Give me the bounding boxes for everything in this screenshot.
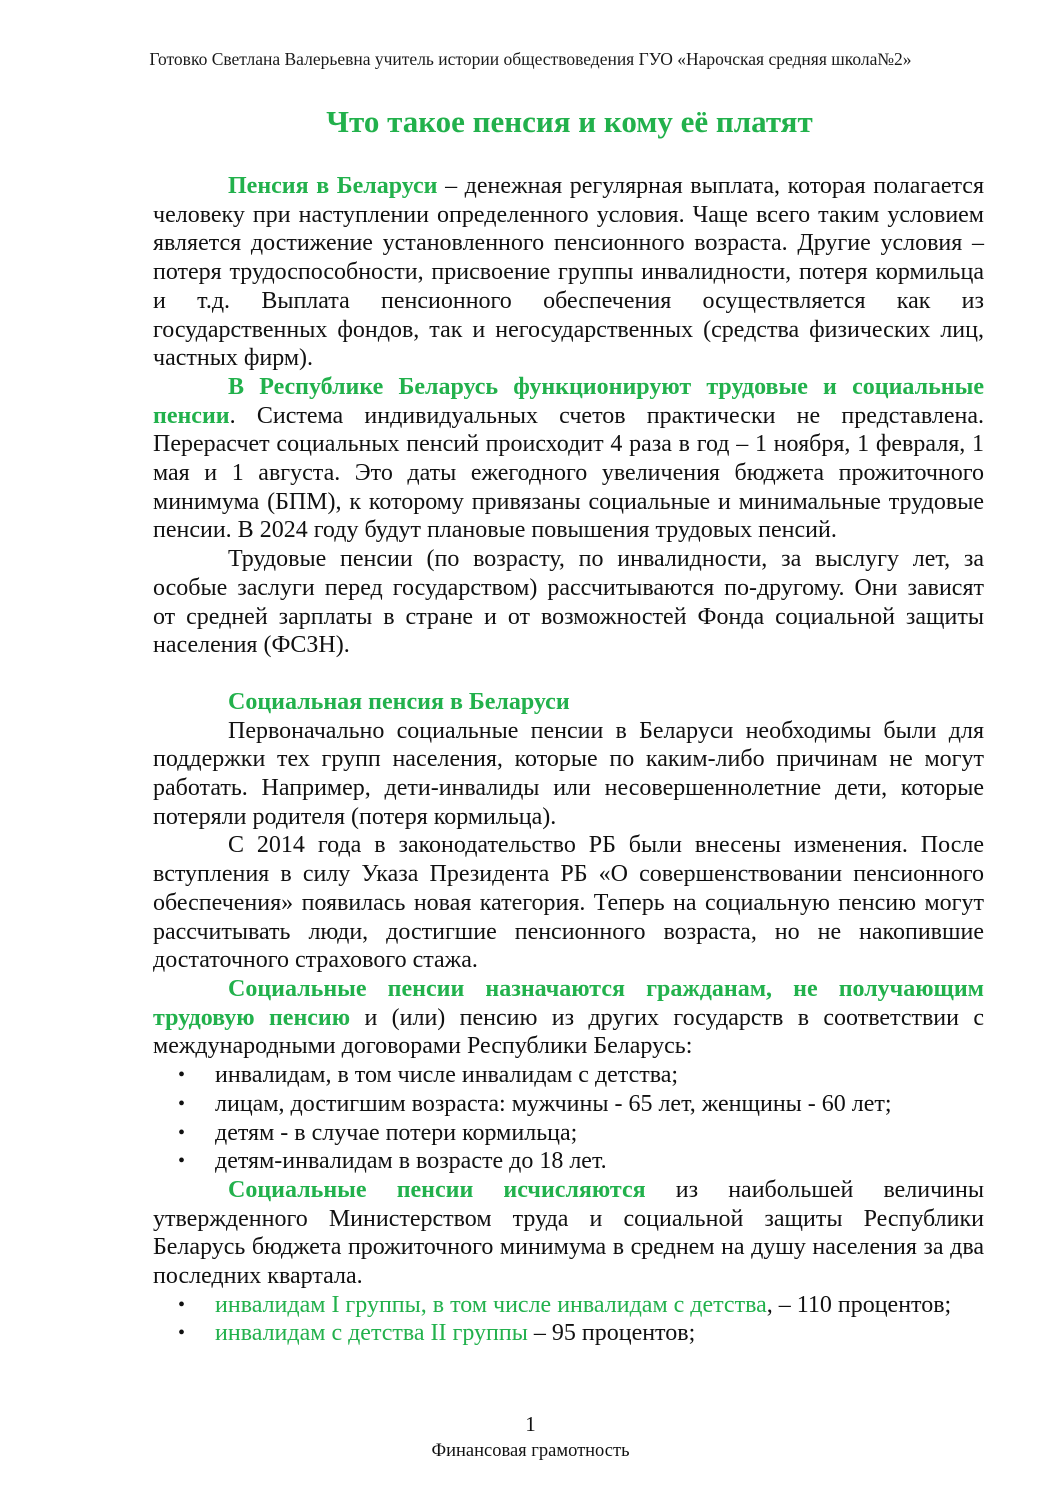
paragraph-labor-pensions: Трудовые пенсии (по возрасту, по инвалидности, за выслугу лет, за особые заслуги перед государством) рассчитываются по-другому. Они зависят от средней зарплаты в стране и от возможностей Фонда социальной защиты населения (ФСЗН). — [153, 546, 984, 659]
list-item: • детям-инвалидам в возрасте до 18 лет. — [178, 1148, 607, 1175]
paragraph-2014-changes: С 2014 года в законодательство РБ были внесены изменения. После вступления в силу Указа Президента РБ «О совершенствовании пенсионного обеспечения» появилась новая категория. Теперь на социальную пенсию могут рассчитывать люди, достигшие пенсионного возраста, но не накопившие достаточного страхового стажа. — [153, 832, 984, 974]
bullet-icon: • — [178, 1064, 186, 1087]
term-pension: Пенсия в Беларуси — [228, 173, 438, 199]
bullet-icon: • — [178, 1322, 186, 1345]
highlight-lead: Социальные пенсии исчисляются — [228, 1176, 646, 1203]
paragraph-text: – денежная регулярная выплата, которая полагается человеку при наступлении определенного условия. Чаще всего таким условием является достижение установленного пенсионного возраста. Другие условия – потеря трудоспособности, присвоение группы инвалидности, потеря кормильца и т.д. Выплата пенсионного обеспечения осуществляется как из государственных фондов, так и негосударственных (средства физических лиц, частных фирм). — [153, 173, 984, 372]
list-item: • инвалидам I группы, в том числе инвалидам с детства, – 110 процентов; — [178, 1291, 952, 1318]
bullet-icon: • — [178, 1092, 186, 1115]
paragraph-social-recipients — [153, 975, 984, 1061]
page-header: Готовко Светлана Валерьевна учитель истории обществоведения ГУО «Нарочская средняя школа№2» — [149, 49, 912, 69]
document-body — [153, 172, 984, 1348]
page-footer: Финансовая грамотность — [431, 1441, 630, 1461]
bullet-icon: • — [178, 1121, 186, 1144]
paragraph-calculation — [153, 1176, 984, 1291]
page-title: Что такое пенсия и кому её платят — [326, 104, 813, 139]
bullet-icon: • — [178, 1150, 186, 1173]
list-item: • детям - в случае потери кормильца; — [178, 1119, 578, 1146]
highlight-lead: В Республике Беларусь функционируют трудовые и социальные пенсии — [153, 373, 984, 429]
list-item: • инвалидам с детства II группы – 95 процентов; — [178, 1320, 696, 1347]
paragraph-text: из наибольшей величины утвержденного Министерством труда и социальной защиты Республики Беларусь бюджета прожиточного минимума в среднем на душу населения за два последних квартала. — [153, 1176, 984, 1290]
highlight-lead: Социальные пенсии назначаются гражданам, не получающим трудовую пенсию — [153, 975, 984, 1031]
list-item: • инвалидам, в том числе инвалидам с детства; — [178, 1062, 679, 1089]
paragraph-pension-types — [153, 373, 984, 545]
paragraph-pension-definition — [153, 172, 984, 373]
page-number: 1 — [525, 1412, 536, 1436]
section-heading: Социальная пенсия в Беларуси — [228, 688, 570, 715]
paragraph-social-origin: Первоначально социальные пенсии в Беларуси необходимы были для поддержки тех групп населения, которые по каким-либо причинам не могут работать. Например, дети-инвалиды или несовершеннолетние дети, которые потеряли родителя (потеря кормильца). — [153, 717, 984, 830]
recipients-list — [153, 1061, 984, 1176]
paragraph-text: и (или) пенсию из других государств в соответствии с международными договорами Республики Беларусь: — [153, 1004, 984, 1060]
bullet-icon: • — [178, 1293, 186, 1316]
percentages-list — [153, 1291, 984, 1348]
list-item: • лицам, достигшим возраста: мужчины - 65 лет, женщины - 60 лет; — [178, 1090, 892, 1117]
paragraph-text: . Система индивидуальных счетов практически не представлена. Перерасчет социальных пенсий происходит 4 раза в год – 1 ноября, 1 февраля, 1 мая и 1 августа. Это даты ежегодного увеличения бюджета прожиточного минимума (БПМ), к которому привязаны социальные и минимальные трудовые пенсии. В 2024 году будут плановые повышения трудовых пенсий. — [153, 402, 984, 544]
